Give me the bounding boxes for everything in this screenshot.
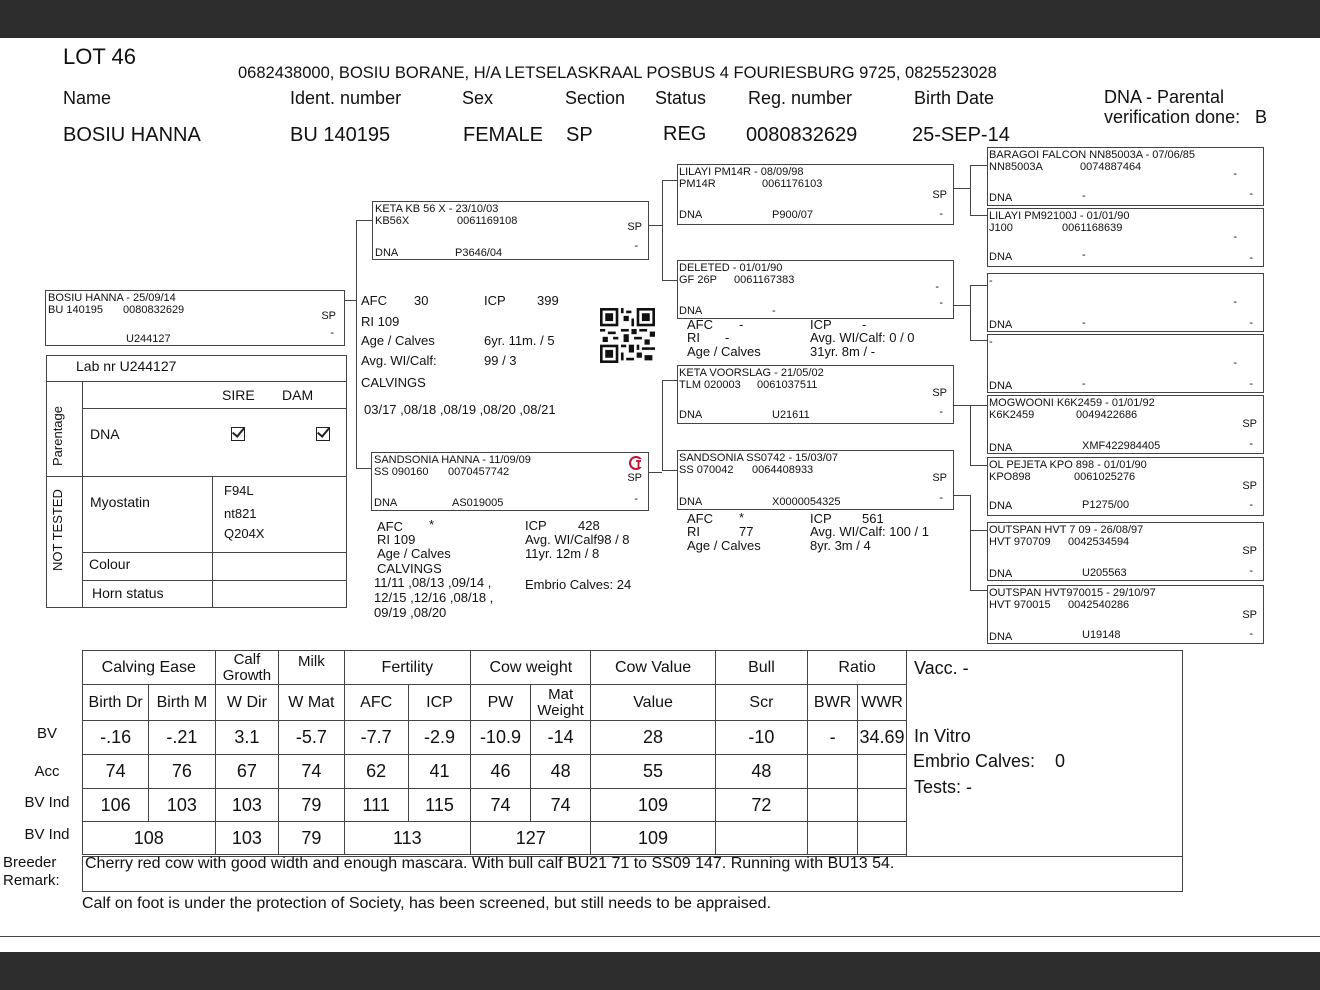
gen4-box-1: [987, 147, 1264, 206]
gen4-8-id: HVT 970015: [989, 599, 1051, 611]
sire-calvings: 03/17 ,08/18 ,08/19 ,08/20 ,08/21: [364, 402, 556, 417]
gen3-1-title: LILAYI PM14R - 08/09/98: [679, 166, 804, 178]
bvind-cell: 106: [83, 789, 149, 822]
vacc-label: Vacc. -: [914, 658, 969, 678]
gen4-8-dna: -: [1249, 628, 1253, 640]
dam-ri: RI 109: [377, 532, 416, 547]
gen3-4-lab: X0000054325: [772, 496, 841, 508]
sub-icp: ICP: [408, 685, 470, 721]
sire-wi: 99 / 3: [484, 353, 517, 368]
bv-cell: -.16: [83, 721, 149, 755]
gen4-8-lab: U19148: [1082, 629, 1121, 641]
bvind2-cell: 79: [279, 822, 344, 855]
gen4-7-title: OUTSPAN HVT 7 09 - 26/08/97: [989, 524, 1144, 536]
gen3-4-dna-label: DNA: [679, 496, 703, 508]
dam-calvings-1: 11/11 ,08/13 ,09/14 ,: [374, 575, 492, 590]
deleted-wi: Avg. WI/Calf: 0 / 0: [810, 330, 915, 345]
gen3-3-dna: -: [939, 406, 943, 418]
ss0742-icp: 561: [862, 511, 884, 526]
gen4-4-dna: -: [1249, 378, 1253, 390]
sub-bwr: BWR: [808, 685, 858, 721]
sire-lab: P3646/04: [455, 247, 503, 259]
gen3-2-dna: -: [939, 297, 943, 309]
dam-embrio: Embrio Calves: 24: [525, 577, 632, 592]
ident-value: BU 140195: [290, 124, 391, 146]
group-bull: Bull: [715, 651, 808, 685]
ss0742-ri-label: RI: [687, 524, 700, 539]
acc-cell: 46: [471, 755, 531, 789]
acc-cell: [857, 755, 906, 789]
gen3-1-reg: 0061176103: [762, 178, 823, 190]
gen3-1-id: PM14R: [679, 178, 716, 190]
embrio-calves-label: Embrio Calves:: [913, 751, 1036, 771]
dam-icp: 428: [578, 518, 600, 533]
bottom-rule: [0, 936, 1320, 937]
gen3-4-dna: -: [939, 492, 943, 504]
gen4-1-title: BARAGOI FALCON NN85003A - 07/06/85: [989, 149, 1196, 161]
sire-age: 6yr. 11m. / 5: [484, 333, 555, 348]
gen4-4-lab: -: [1082, 378, 1086, 390]
animal-box: [45, 290, 345, 346]
sub-wwr: WWR: [857, 685, 906, 721]
group-fertility: Fertility: [344, 651, 471, 685]
gen3-box-1: [677, 164, 954, 225]
gen4-1-id: NN85003A: [989, 161, 1043, 173]
ss0742-icp-label: ICP: [810, 511, 832, 526]
bv-cell: -2.9: [408, 721, 470, 755]
table-sub-row: [83, 685, 907, 721]
gen3-1-lab: P900/07: [772, 209, 813, 221]
dam-afc: *: [429, 517, 435, 532]
gen3-1-dna: -: [939, 208, 943, 220]
bv-cell: -7.7: [344, 721, 408, 755]
bvind2-cell: [857, 822, 906, 855]
dam-icp-label: ICP: [525, 518, 547, 533]
horn-label: Horn status: [92, 585, 164, 601]
gen4-8-title: OUTSPAN HVT970015 - 29/10/97: [989, 587, 1156, 599]
owner-info: 0682438000, BOSIU BORANE, H/A LETSELASKRAAL POSBUS 4 FOURIESBURG 9725, 0825523028: [238, 64, 997, 82]
birth-label: Birth Date: [914, 88, 995, 108]
acc-cell: 74: [279, 755, 344, 789]
qr-code-icon: [600, 308, 655, 363]
gen4-3-lab: -: [1082, 317, 1086, 329]
myostatin-q204x: Q204X: [224, 526, 265, 541]
gen4-6-lab: P1275/00: [1082, 499, 1130, 511]
dam-section: SP: [627, 472, 642, 484]
myostatin-nt821: nt821: [224, 506, 257, 521]
row-label-bv-ind: BV Ind: [24, 794, 70, 811]
gen3-3-section: SP: [932, 387, 947, 399]
gen4-7-dna-label: DNA: [989, 568, 1013, 580]
bvind-cell: 109: [591, 789, 715, 822]
dam-title: SANDSONIA HANNA - 11/09/09: [374, 454, 531, 466]
myostatin-f94l: F94L: [224, 483, 254, 498]
gen4-8-dna-label: DNA: [989, 631, 1013, 643]
gen4-1-lab: -: [1082, 190, 1086, 202]
dam-age: 11yr. 12m / 8: [525, 546, 600, 561]
gen3-2-section: -: [935, 281, 939, 293]
gen3-4-id: SS 070042: [679, 464, 734, 476]
sire-dna: -: [634, 240, 638, 252]
animal-title: BOSIU HANNA - 25/09/14: [48, 292, 176, 304]
gen4-4-section: -: [1233, 357, 1237, 369]
gen4-box-2: [987, 208, 1264, 267]
gen4-7-lab: U205563: [1082, 567, 1127, 579]
gen4-6-dna: -: [1249, 499, 1253, 511]
acc-cell: 48: [715, 755, 808, 789]
group-cow-value: Cow Value: [591, 651, 715, 685]
gen4-6-dna-label: DNA: [989, 500, 1013, 512]
gen4-4-dna-label: DNA: [989, 380, 1013, 392]
section-value: SP: [566, 124, 593, 146]
acc-cell: 76: [149, 755, 215, 789]
bv-cell: 34.69: [857, 721, 906, 755]
bvind-cell: 103: [149, 789, 215, 822]
gen3-2-reg: 0061167383: [734, 274, 795, 286]
acc-cell: 67: [215, 755, 279, 789]
sex-value: FEMALE: [463, 124, 544, 146]
bvind2-cell: 109: [591, 822, 715, 855]
animal-section: SP: [321, 310, 336, 322]
colour-label: Colour: [89, 556, 131, 572]
gen4-6-title: OL PEJETA KPO 898 - 01/01/90: [989, 459, 1147, 471]
gen3-4-title: SANDSONIA SS0742 - 15/03/07: [679, 452, 838, 464]
bvind-cell: 103: [215, 789, 279, 822]
reg-label: Reg. number: [748, 88, 853, 108]
sire-header: SIRE: [222, 387, 255, 403]
ident-label: Ident. number: [290, 88, 402, 108]
gen3-3-id: TLM 020003: [679, 379, 741, 391]
footer-note: Calf on foot is under the protection of Society, has been screened, but still needs to be appraised.: [82, 895, 772, 912]
remark-label-2: Remark:: [3, 872, 60, 889]
gen3-3-dna-label: DNA: [679, 409, 703, 421]
sire-icp: 399: [537, 293, 559, 308]
acc-cell: 48: [530, 755, 591, 789]
gen3-1-dna-label: DNA: [679, 209, 703, 221]
gen3-3-lab: U21611: [772, 409, 810, 421]
bvind2-cell: 113: [344, 822, 471, 855]
sex-label: Sex: [462, 88, 494, 108]
dam-age-label: Age / Calves: [377, 546, 451, 561]
gen4-5-id: K6K2459: [989, 409, 1035, 421]
group-calf-growth: Calf Growth: [215, 651, 279, 685]
gen4-5-dna-label: DNA: [989, 442, 1013, 454]
tests-label: Tests: -: [914, 777, 973, 797]
gen4-7-reg: 0042534594: [1068, 536, 1130, 548]
bvind2-cell: [808, 822, 858, 855]
dam-calvings-2: 12/15 ,12/16 ,08/18 ,: [374, 590, 494, 605]
name-value: BOSIU HANNA: [63, 124, 201, 146]
sire-section: SP: [627, 221, 642, 233]
in-vitro-label: In Vitro: [914, 726, 971, 746]
sub-birth-m: Birth M: [149, 685, 215, 721]
gen3-box-4: [677, 450, 954, 510]
dam-id: SS 090160: [374, 466, 429, 478]
gen4-box-6: [987, 457, 1264, 516]
sire-ri: RI 109: [361, 314, 400, 329]
animal-id: BU 140195: [48, 304, 104, 316]
remark-label-1: Breeder: [3, 854, 57, 871]
sire-box: [372, 201, 649, 260]
table-row: [83, 789, 907, 822]
not-tested-label: NOT TESTED: [50, 489, 65, 571]
gen4-2-dna: -: [1249, 252, 1253, 264]
animal-dna: -: [330, 327, 334, 339]
gen3-2-title: DELETED - 01/01/90: [679, 262, 783, 274]
bvind2-cell: 127: [471, 822, 591, 855]
acc-cell: 74: [83, 755, 149, 789]
bv-cell: -10: [715, 721, 808, 755]
gen3-2-id: GF 26P: [679, 274, 717, 286]
bvind-cell: 79: [279, 789, 344, 822]
bvind-cell: 72: [715, 789, 808, 822]
embrio-calves-value: 0: [1055, 751, 1066, 771]
row-label-bv: BV: [36, 725, 57, 742]
dam-dna: -: [634, 493, 638, 505]
bv-cell: 28: [591, 721, 715, 755]
dam-dna-checkbox: [316, 427, 330, 441]
gen4-8-reg: 0042540286: [1068, 599, 1130, 611]
gen4-2-id: J100: [989, 222, 1013, 234]
animal-lab: U244127: [126, 333, 171, 345]
bv-cell: -14: [530, 721, 591, 755]
bvind2-cell: [715, 822, 808, 855]
deleted-icp: -: [862, 317, 867, 332]
dam-box: [371, 452, 649, 511]
dam-header: DAM: [282, 387, 314, 403]
gen3-3-title: KETA VOORSLAG - 21/05/02: [679, 367, 824, 379]
parentage-label: Parentage: [50, 406, 65, 466]
bvind-cell: 74: [530, 789, 591, 822]
deleted-ri-label: RI: [687, 330, 700, 345]
acc-cell: 55: [591, 755, 715, 789]
sire-id: KB56X: [375, 215, 410, 227]
row-label-acc: Acc: [34, 763, 60, 780]
lot-number: LOT 46: [63, 44, 136, 69]
dam-calvings-label: CALVINGS: [377, 561, 442, 576]
dna-row-label: DNA: [90, 426, 120, 442]
sire-calvings-label: CALVINGS: [361, 375, 426, 390]
group-ratio: Ratio: [808, 651, 907, 685]
gen4-1-section: -: [1233, 168, 1237, 180]
gen4-4-title: -: [989, 336, 993, 348]
gen3-2-dna-label: DNA: [679, 305, 703, 317]
gen4-6-id: KPO898: [989, 471, 1031, 483]
breeder-remark: Cherry red cow with good width and enough mascara. With bull calf BU21 71 to SS09 147. Running with BU13 54.: [85, 855, 895, 872]
dam-afc-label: AFC: [377, 519, 403, 534]
sub-w-dir: W Dir: [215, 685, 279, 721]
bv-cell: -: [808, 721, 858, 755]
gen4-1-reg: 0074887464: [1080, 161, 1142, 173]
sub-afc: AFC: [344, 685, 408, 721]
deleted-age: 31yr. 8m / -: [810, 344, 876, 359]
deleted-afc-label: AFC: [687, 317, 713, 332]
gen4-3-section: -: [1233, 296, 1237, 308]
breeding-values-table: [82, 650, 907, 855]
sire-wi-label: Avg. WI/Calf:: [361, 353, 437, 368]
gen4-8-section: SP: [1242, 609, 1257, 621]
dam-lab: AS019005: [452, 497, 504, 509]
sire-reg: 0061169108: [457, 215, 518, 227]
sub-pw: PW: [471, 685, 531, 721]
gen4-box-3: [987, 273, 1264, 332]
gen4-2-section: -: [1233, 231, 1237, 243]
gen4-box-8: [987, 585, 1264, 644]
status-value: REG: [663, 123, 707, 145]
dam-calvings-3: 09/19 ,08/20: [374, 605, 447, 620]
gen4-box-5: [987, 395, 1264, 454]
section-label: Section: [565, 88, 626, 108]
bvind-cell: [857, 789, 906, 822]
ss0742-afc-label: AFC: [687, 511, 713, 526]
gen4-2-title: LILAYI PM92100J - 01/01/90: [989, 210, 1130, 222]
gen3-box-2: [677, 260, 954, 319]
gen4-2-dna-label: DNA: [989, 251, 1013, 263]
ss0742-age: 8yr. 3m / 4: [810, 538, 871, 553]
name-label: Name: [63, 88, 112, 108]
animal-reg: 0080832629: [123, 304, 185, 316]
acc-cell: 41: [408, 755, 470, 789]
sire-dna-label: DNA: [375, 247, 399, 259]
reg-value: 0080832629: [746, 124, 858, 146]
gen4-5-title: MOGWOONI K6K2459 - 01/01/92: [989, 397, 1155, 409]
sub-value: Value: [591, 685, 715, 721]
gen4-5-lab: XMF422984405: [1082, 440, 1161, 452]
gen4-7-dna: -: [1249, 565, 1253, 577]
row-label-bv-ind-2: BV Ind: [24, 826, 70, 843]
group-milk: Milk: [279, 651, 344, 685]
bvind-cell: 74: [471, 789, 531, 822]
gen4-7-section: SP: [1242, 545, 1257, 557]
gen4-5-reg: 0049422686: [1076, 409, 1138, 421]
bvind2-cell: 103: [215, 822, 279, 855]
lab-number: Lab nr U244127: [76, 358, 177, 374]
table-row: [83, 721, 907, 755]
deleted-icp-label: ICP: [810, 317, 832, 332]
bv-cell: -5.7: [279, 721, 344, 755]
gen3-4-section: SP: [932, 472, 947, 484]
gen4-1-dna: -: [1249, 188, 1253, 200]
sire-afc-label: AFC: [361, 293, 387, 308]
acc-cell: 62: [344, 755, 408, 789]
group-calving-ease: Calving Ease: [83, 651, 216, 685]
group-cow-weight: Cow weight: [471, 651, 591, 685]
dam-dna-label: DNA: [374, 497, 398, 509]
sub-birth-dr: Birth Dr: [83, 685, 149, 721]
bvind-cell: 111: [344, 789, 408, 822]
ss0742-afc: *: [739, 510, 745, 525]
gen3-4-reg: 0064408933: [752, 464, 814, 476]
gen3-3-reg: 0061037511: [757, 379, 818, 391]
bv-cell: -10.9: [471, 721, 531, 755]
dam-reg: 0070457742: [448, 466, 510, 478]
gen4-3-title: -: [989, 275, 993, 287]
gen4-box-7: [987, 522, 1264, 581]
sire-title: KETA KB 56 X - 23/10/03: [375, 203, 499, 215]
table-row: [83, 755, 907, 789]
ss0742-age-label: Age / Calves: [687, 538, 761, 553]
table-group-row: [83, 651, 907, 685]
deleted-afc: -: [739, 317, 744, 332]
bvind-cell: [808, 789, 858, 822]
bv-cell: -.21: [149, 721, 215, 755]
bvind2-cell: 108: [83, 822, 216, 855]
acc-cell: [808, 755, 858, 789]
gen4-3-dna: -: [1249, 317, 1253, 329]
top-bar: [0, 0, 1320, 38]
society-logo-icon: [628, 455, 644, 471]
sire-age-label: Age / Calves: [361, 333, 435, 348]
status-label: Status: [655, 88, 707, 108]
table-row: [83, 822, 907, 855]
gen4-1-dna-label: DNA: [989, 192, 1013, 204]
gen4-2-lab: -: [1082, 249, 1086, 261]
deleted-ri: -: [725, 330, 730, 345]
gen4-box-4: [987, 334, 1264, 393]
ss0742-wi: Avg. WI/Calf: 100 / 1: [810, 524, 929, 539]
sire-afc: 30: [414, 293, 429, 308]
birth-value: 25-SEP-14: [912, 124, 1010, 146]
sire-dna-checkbox: [231, 427, 245, 441]
gen4-5-section: SP: [1242, 418, 1257, 430]
sire-icp-label: ICP: [484, 293, 506, 308]
gen4-2-reg: 0061168639: [1062, 222, 1123, 234]
gen4-6-section: SP: [1242, 480, 1257, 492]
dam-wi: Avg. WI/Calf98 / 8: [525, 532, 630, 547]
dna-verify-label-1: DNA - Parental: [1104, 87, 1225, 107]
gen4-5-dna: -: [1249, 438, 1253, 450]
bvind-cell: 115: [408, 789, 470, 822]
dna-verify-value: B: [1255, 107, 1268, 127]
sub-mat-weight: Mat Weight: [530, 685, 591, 721]
gen4-6-reg: 0061025276: [1074, 471, 1136, 483]
sub-scr: Scr: [715, 685, 808, 721]
bottom-bar: [0, 952, 1320, 990]
gen3-1-section: SP: [932, 189, 947, 201]
myostatin-label: Myostatin: [90, 494, 150, 510]
ss0742-ri: 77: [739, 524, 754, 539]
gen4-7-id: HVT 970709: [989, 536, 1051, 548]
dna-verify-label-2: verification done:: [1104, 107, 1241, 127]
gen4-3-dna-label: DNA: [989, 319, 1013, 331]
gen3-box-3: [677, 365, 954, 424]
bv-cell: 3.1: [215, 721, 279, 755]
sub-w-mat: W Mat: [279, 685, 344, 721]
gen3-2-lab: -: [772, 305, 776, 317]
deleted-age-label: Age / Calves: [687, 344, 761, 359]
